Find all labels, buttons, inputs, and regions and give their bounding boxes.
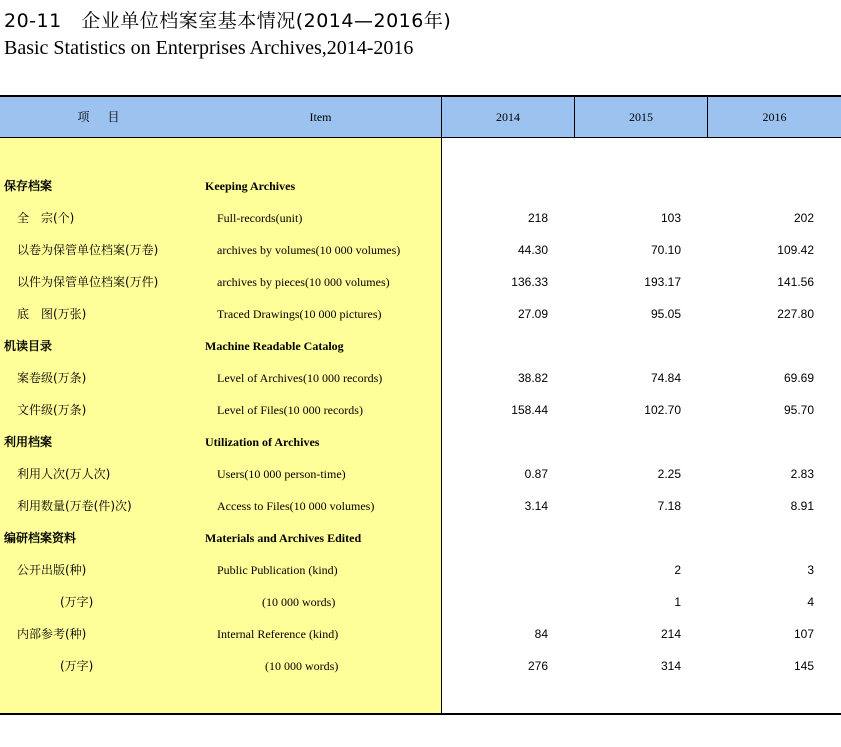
table-row <box>0 266 841 298</box>
value-2016: 69.69 <box>783 371 814 385</box>
row-label-chinese: 公开出版(种) <box>17 563 87 577</box>
value-2015: 95.05 <box>650 307 681 321</box>
value-2016: 8.91 <box>790 499 814 513</box>
value-2016: 202 <box>793 211 814 225</box>
value-2016: 109.42 <box>777 243 814 257</box>
row-label-english: Utilization of Archives <box>205 435 320 449</box>
row-label-english: (10 000 words) <box>265 659 339 673</box>
value-2015: 70.10 <box>650 243 681 257</box>
row-label-english: Traced Drawings(10 000 pictures) <box>217 307 382 321</box>
header-item-chinese: 项 目 <box>77 110 123 124</box>
value-2016: 227.80 <box>777 307 814 321</box>
header-year-2014: 2014 <box>496 110 520 124</box>
row-label-english: Machine Readable Catalog <box>205 339 344 353</box>
row-label-chinese: 保存档案 <box>4 179 53 193</box>
row-label-english: (10 000 words) <box>262 595 336 609</box>
table-header <box>0 97 841 138</box>
table-row <box>0 522 841 554</box>
value-2014: 44.30 <box>517 243 548 257</box>
value-2016: 3 <box>807 563 814 577</box>
header-year-2015: 2015 <box>629 110 653 124</box>
row-label-english: Keeping Archives <box>205 179 296 193</box>
row-label-chinese: 机读目录 <box>4 339 53 353</box>
row-label-english: Public Publication (kind) <box>217 563 338 577</box>
page-title-english: Basic Statistics on Enterprises Archives,2014-2016 <box>4 37 414 59</box>
row-label-english: Level of Archives(10 000 records) <box>217 371 383 385</box>
table-row <box>0 234 841 266</box>
value-2015: 193.17 <box>644 275 681 289</box>
value-2016: 145 <box>793 659 814 673</box>
value-2015: 74.84 <box>650 371 681 385</box>
row-label-english: Users(10 000 person-time) <box>217 467 346 481</box>
row-label-english: Materials and Archives Edited <box>205 531 362 545</box>
row-label-chinese: 以件为保管单位档案(万件) <box>17 275 159 289</box>
column-divider-2015 <box>574 97 575 138</box>
value-2014: 136.33 <box>511 275 548 289</box>
value-2014: 158.44 <box>511 403 548 417</box>
table-row <box>0 330 841 362</box>
row-label-chinese: 利用档案 <box>4 435 53 449</box>
row-label-chinese: 全 宗(个) <box>17 211 75 225</box>
archives-statistics-table <box>0 95 841 715</box>
value-2015: 102.70 <box>644 403 681 417</box>
row-label-chinese: 案卷级(万条) <box>17 371 87 385</box>
value-2015: 2.25 <box>657 467 681 481</box>
table-row <box>0 554 841 586</box>
value-2016: 95.70 <box>783 403 814 417</box>
row-label-chinese: 内部参考(种) <box>17 627 87 641</box>
row-label-chinese: 以卷为保管单位档案(万卷) <box>17 243 159 257</box>
value-2014: 0.87 <box>524 467 548 481</box>
header-item-english: Item <box>309 110 332 124</box>
value-2015: 1 <box>674 595 681 609</box>
row-label-chinese: 编研档案资料 <box>4 531 77 545</box>
row-label-english: Access to Files(10 000 volumes) <box>217 499 375 513</box>
page-title-chinese: 20-11 企业单位档案室基本情况(2014—2016年) <box>4 10 452 32</box>
row-label-english: Full-records(unit) <box>217 211 303 225</box>
table-row <box>0 298 841 330</box>
row-label-chinese: (万字) <box>60 659 94 673</box>
table-row <box>0 170 841 202</box>
header-year-2016: 2016 <box>762 110 787 124</box>
row-label-english: Internal Reference (kind) <box>217 627 339 641</box>
row-label-chinese: 利用人次(万人次) <box>17 467 111 481</box>
value-2014: 84 <box>534 627 548 641</box>
row-label-chinese: 底 图(万张) <box>17 307 87 321</box>
value-2015: 214 <box>660 627 681 641</box>
row-label-chinese: 利用数量(万卷(件)次) <box>17 499 132 513</box>
table-row <box>0 618 841 650</box>
table-bottom-rule <box>0 713 841 715</box>
table-row <box>0 362 841 394</box>
value-2016: 2.83 <box>790 467 814 481</box>
value-2016: 4 <box>807 595 814 609</box>
row-label-chinese: (万字) <box>60 595 94 609</box>
value-2015: 7.18 <box>657 499 681 513</box>
table-row <box>0 202 841 234</box>
value-2016: 141.56 <box>777 275 814 289</box>
value-2015: 103 <box>660 211 681 225</box>
column-divider-2016 <box>707 97 708 138</box>
row-label-english: archives by volumes(10 000 volumes) <box>217 243 401 257</box>
table-row <box>0 458 841 490</box>
table-row <box>0 490 841 522</box>
value-2015: 314 <box>660 659 681 673</box>
table-row <box>0 586 841 618</box>
table-row <box>0 426 841 458</box>
table-row <box>0 394 841 426</box>
table-row <box>0 650 841 682</box>
row-label-english: archives by pieces(10 000 volumes) <box>217 275 390 289</box>
row-label-english: Level of Files(10 000 records) <box>217 403 363 417</box>
value-2014: 276 <box>527 659 548 673</box>
value-2014: 218 <box>527 211 548 225</box>
value-2015: 2 <box>674 563 681 577</box>
value-2014: 3.14 <box>524 499 548 513</box>
value-2016: 107 <box>793 627 814 641</box>
row-label-chinese: 文件级(万条) <box>17 403 87 417</box>
value-2014: 38.82 <box>517 371 548 385</box>
value-2014: 27.09 <box>517 307 548 321</box>
